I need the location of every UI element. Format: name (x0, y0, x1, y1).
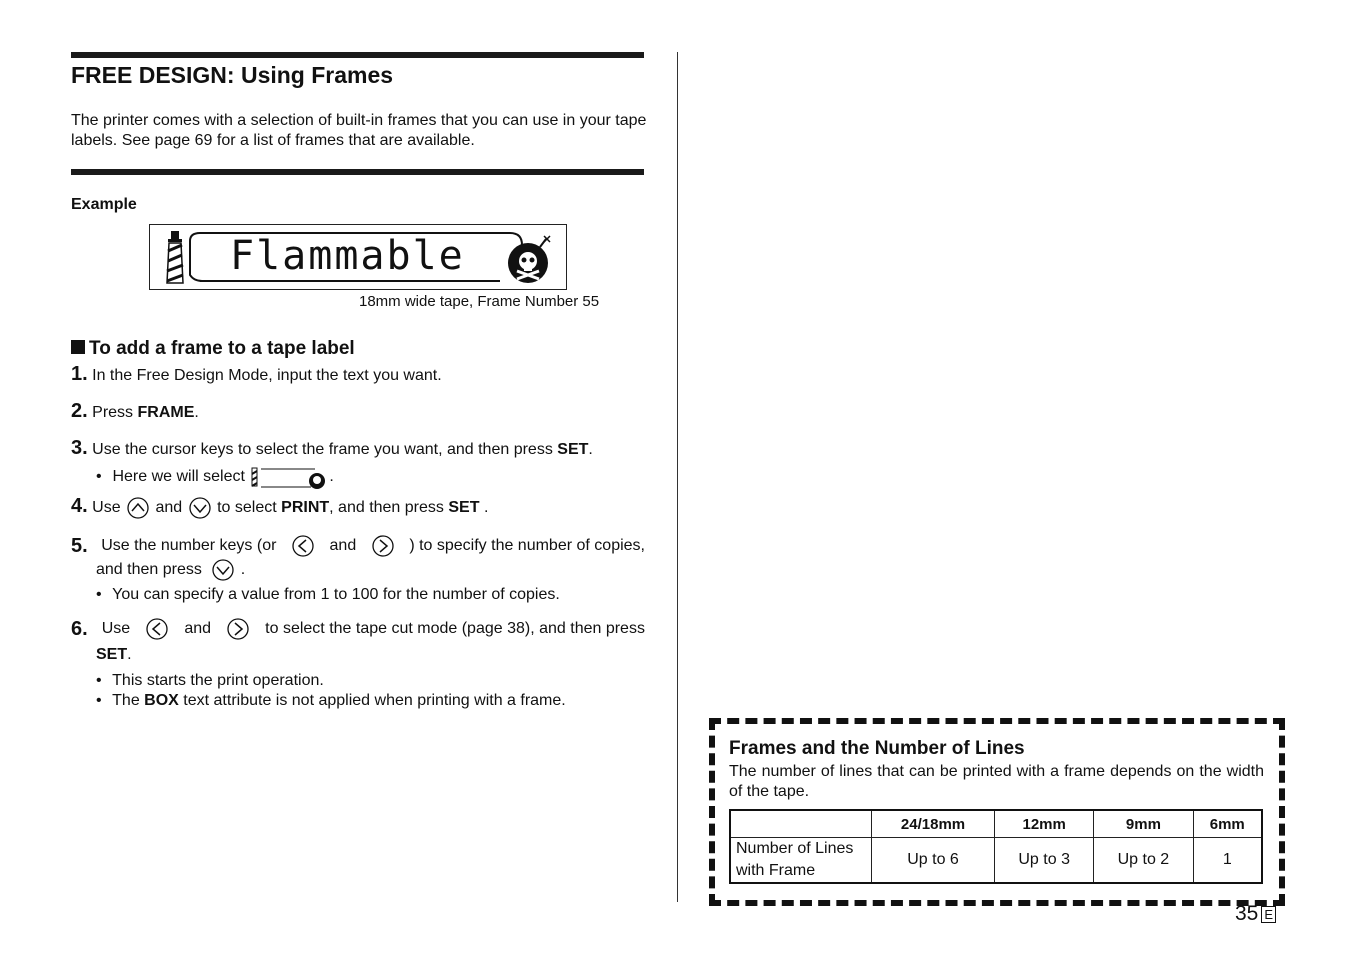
row-label-line-2: with Frame (736, 862, 816, 879)
step-text-end: . (588, 441, 593, 458)
top-rule (71, 52, 644, 58)
down-arrow-key-icon (212, 559, 234, 581)
step-text-end: . (483, 499, 489, 516)
frame-thumbnail-icon (249, 464, 329, 490)
page-title: FREE DESIGN: Using Frames (71, 62, 394, 88)
table-cell: 1 (1193, 838, 1262, 884)
step-text: Use (92, 499, 121, 516)
table-cell: Up to 2 (1094, 838, 1193, 884)
example-caption: 18mm wide tape, Frame Number 55 (359, 293, 600, 310)
bullet-dot: • (96, 692, 102, 709)
print-key-label: PRINT (281, 499, 330, 516)
step-text-end: . (240, 561, 246, 579)
section-heading-text: To add a frame to a tape label (89, 338, 355, 359)
info-box-title: Frames and the Number of Lines (729, 738, 1025, 759)
up-arrow-key-icon (127, 497, 149, 519)
bullet-dot: • (96, 586, 102, 603)
step-text: In the Free Design Mode, input the text you want. (92, 367, 442, 384)
set-key-label: SET (96, 646, 128, 663)
step-6-bullet-1 (96, 671, 324, 691)
section-heading (71, 338, 355, 360)
example-label-text: Flammable (230, 233, 465, 279)
table-cell: Up to 3 (995, 838, 1094, 884)
step-text-mid2: , and then press (329, 499, 444, 516)
left-arrow-key-icon (146, 618, 168, 640)
step-number: 6. (71, 618, 88, 640)
step-5-bullet (96, 585, 560, 605)
skull-bomb-icon (506, 233, 554, 285)
and-text: and (329, 537, 357, 554)
and-text: and (155, 499, 183, 516)
bullet-dot: • (96, 672, 102, 689)
step-text: Use the number keys (or (101, 537, 277, 554)
right-arrow-key-icon (227, 618, 249, 640)
set-key-label: SET (557, 441, 589, 458)
table-header-cell: 6mm (1193, 810, 1262, 838)
lighthouse-icon (164, 229, 190, 285)
bullet-text-end: text attribute is not applied when printing with a frame. (178, 692, 566, 709)
step-text-line2: and then press (96, 561, 202, 579)
bullet-text: Here we will select (112, 468, 245, 486)
step-4 (71, 496, 488, 519)
table-header-cell (730, 810, 872, 838)
step-text: Use the cursor keys to select the frame you want, and then press (92, 441, 558, 458)
step-text: Press (92, 404, 138, 421)
frame-key-label: FRAME (137, 404, 195, 421)
step-1 (71, 364, 442, 386)
table-header-cell: 24/18mm (872, 810, 995, 838)
example-heading: Example (71, 196, 137, 213)
step-text: Use (101, 620, 131, 637)
bullet-text: The (112, 692, 145, 709)
step-3 (71, 438, 593, 460)
step-number: 2. (71, 400, 88, 422)
down-arrow-key-icon (189, 497, 211, 519)
box-attribute-label: BOX (144, 692, 179, 709)
step-6-bullet-2 (96, 691, 566, 711)
column-divider (677, 52, 678, 902)
step-text-post: ) to specify the number of copies, (409, 537, 645, 554)
set-key-label: SET (448, 499, 480, 516)
page-number-block (1235, 902, 1276, 926)
step-text-mid: to select (217, 499, 277, 516)
left-arrow-key-icon (292, 535, 314, 557)
bullet-dot: • (96, 468, 102, 486)
bullet-text: This starts the print operation. (112, 672, 324, 689)
step-2 (71, 401, 199, 423)
row-label-line-1: Number of Lines (736, 840, 854, 857)
bullet-end: . (329, 468, 334, 486)
table-cell: Up to 6 (872, 838, 995, 884)
table-header-row (730, 810, 1262, 838)
frames-table (729, 809, 1263, 884)
step-text-end: . (194, 404, 199, 421)
step-number: 5. (71, 535, 88, 557)
step-3-bullet (96, 464, 334, 490)
step-6 (71, 618, 645, 665)
table-header-cell: 9mm (1094, 810, 1193, 838)
info-box (709, 718, 1285, 906)
step-text-end: . (127, 646, 132, 663)
step-5 (71, 535, 645, 581)
example-label (149, 224, 567, 290)
intro-text: The printer comes with a selection of built-in frames that you can use in your tape labels. See page 69 for a list of frames that are available. (71, 112, 647, 149)
info-box-text: The number of lines that can be printed with a frame depends on the width of the tape. (729, 763, 1264, 800)
step-number: 1. (71, 363, 88, 385)
square-bullet-icon (71, 340, 85, 354)
step-number: 3. (71, 437, 88, 459)
row-label-cell (730, 838, 872, 884)
step-text-post: to select the tape cut mode (page 38), and then press (265, 620, 645, 637)
step-number: 4. (71, 495, 88, 517)
page-number: 35 (1235, 902, 1259, 925)
bullet-text: You can specify a value from 1 to 100 for the number of copies. (112, 586, 560, 603)
right-arrow-key-icon (372, 535, 394, 557)
and-text: and (184, 620, 212, 637)
table-header-cell: 12mm (995, 810, 1094, 838)
table-row (730, 838, 1262, 884)
language-badge: E (1261, 906, 1276, 923)
section-rule (71, 169, 644, 175)
